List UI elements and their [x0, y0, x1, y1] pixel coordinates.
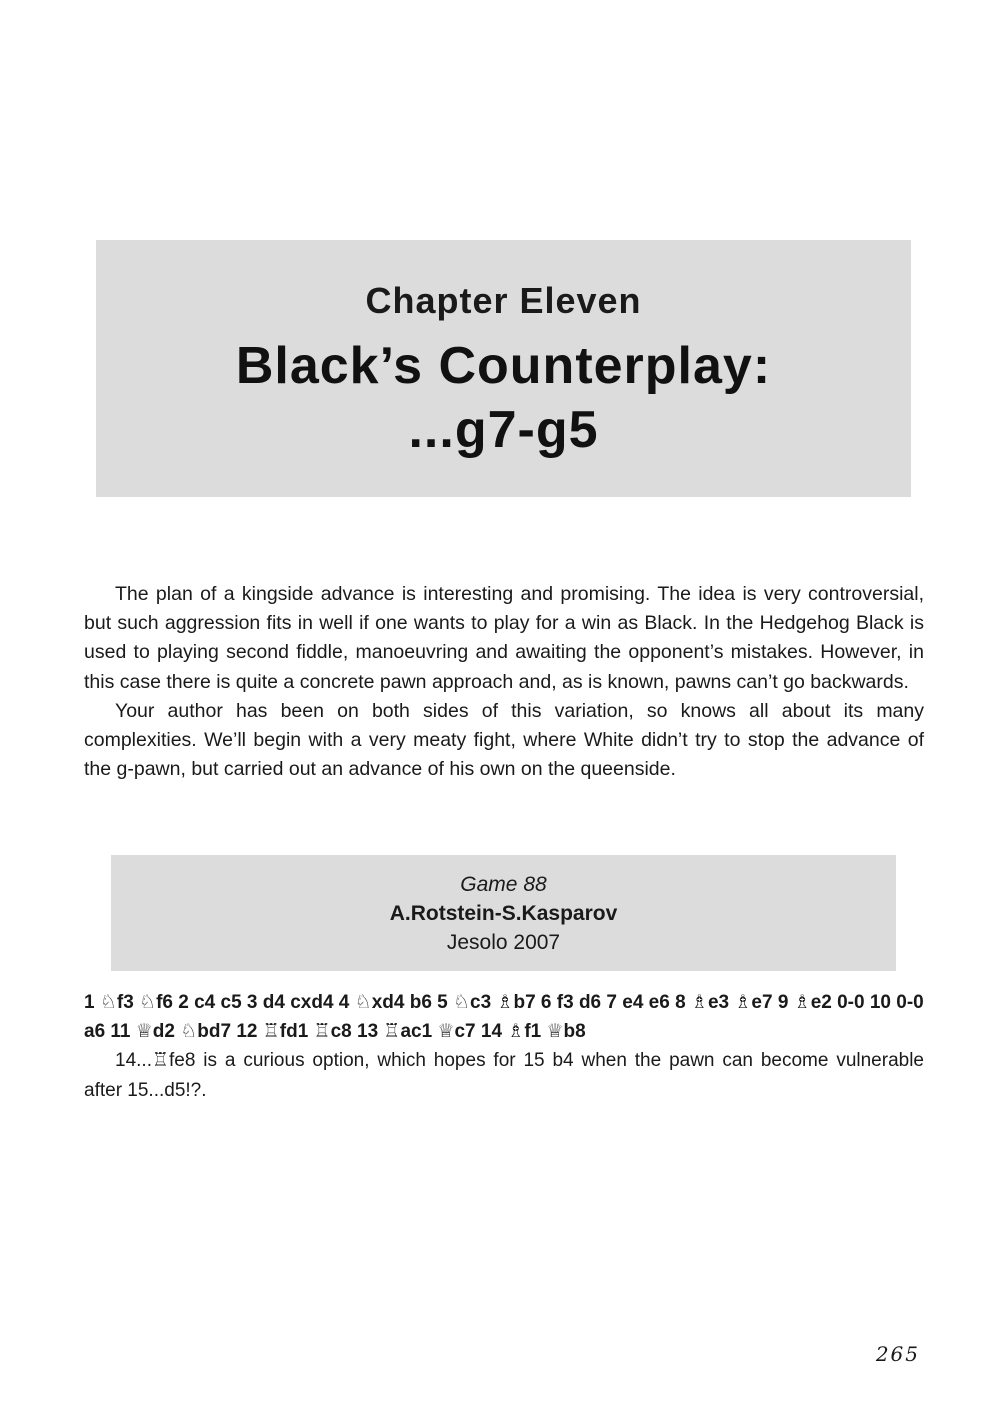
move-comment: 14...♖fe8 is a curious option, which hopes for 15 b4 when the pawn can become vulnerable after 15...d5!?. — [84, 1050, 924, 1101]
main-line-moves: 1 ♘f3 ♘f6 2 c4 c5 3 d4 cxd4 4 ♘xd4 b6 5 ♘c3 ♗b7 6 f3 d6 7 e4 e6 8 ♗e3 ♗e7 9 ♗e2 0-0 10 0-0 a6 11 ♕d2 ♘bd7 12 ♖fd1 ♖c8 13 ♖ac1 ♕c7 14 ♗f1 ♕b8 — [84, 992, 924, 1043]
game-players: A.Rotstein-S.Kasparov — [389, 902, 618, 925]
page-number: 265 — [875, 1342, 920, 1366]
chapter-header — [96, 240, 911, 497]
chapter-label: Chapter Eleven — [365, 280, 642, 321]
game-number: Game 88 — [460, 873, 547, 896]
chapter-title-line-2: ...g7-g5 — [408, 401, 599, 459]
chapter-title-line-1: Black’s Counterplay: — [235, 337, 772, 395]
chapter-title — [96, 334, 911, 462]
game-moves — [84, 988, 924, 1105]
intro-paragraph: The plan of a kingside advance is interesting and promising. The idea is very controversial, but such aggression fits in well if one wants to play for a win as Black. In the Hedgehog Black is used to playing second fiddle, manoeuvring and awaiting the opponent’s mistakes. However, in this case there is quite a concrete pawn approach and, as is known, pawns can’t go backwards. — [84, 583, 924, 693]
game-header — [111, 855, 896, 971]
intro-paragraph: Your author has been on both sides of this variation, so knows all about its many complexities. We’ll begin with a very meaty fight, where White didn’t try to stop the advance of the g-pawn, but carried out an advance of his own on the queenside. — [84, 699, 924, 781]
game-event: Jesolo 2007 — [446, 931, 561, 954]
intro-text — [84, 580, 924, 784]
